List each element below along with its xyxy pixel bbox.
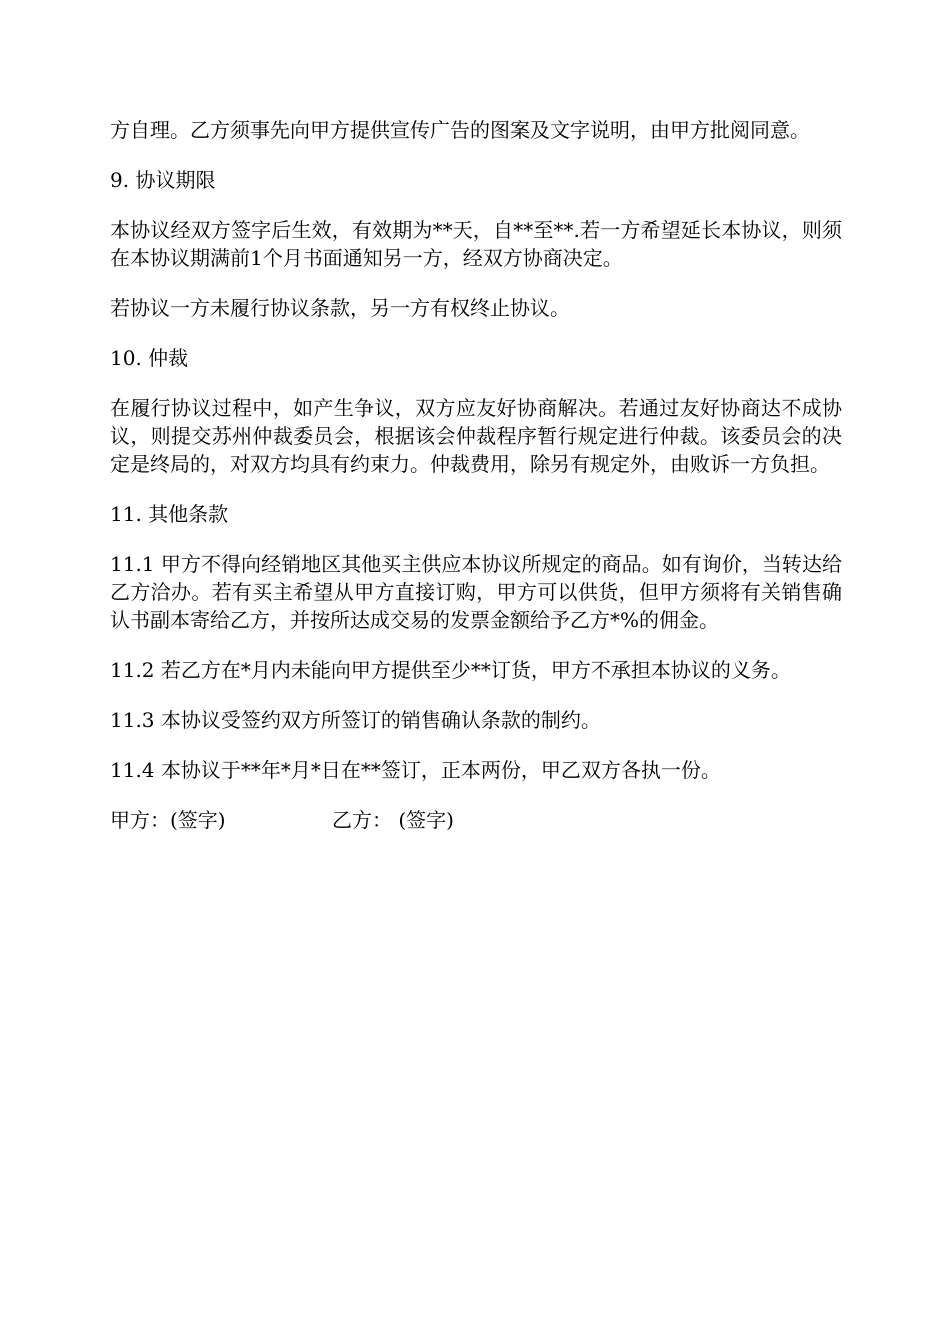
signature-party-b: 乙方： (签字) xyxy=(332,808,454,832)
other-clause-4: 11.4 本协议于**年*月*日在**签订，正本两份，甲乙双方各执一份。 xyxy=(110,758,721,782)
other-clause-2: 11.2 若乙方在*月内未能向甲方提供至少**订货，甲方不承担本协议的义务。 xyxy=(110,658,791,682)
signature-party-a: 甲方：(签字) xyxy=(110,808,226,832)
intro-paragraph: 方自理。乙方须事先向甲方提供宣传广告的图案及文字说明，由甲方批阅同意。 xyxy=(110,118,810,142)
other-clause-1: 11.1 甲方不得向经销地区其他买主供应本协议所规定的商品。如有询价，当转达给乙方洽办。若有买主希望从甲方直接订购，甲方可以供货，但甲方须将有关销售确认书副本寄给乙方，并按所达成交易的发票金额给予乙方*%的佣金。 xyxy=(110,552,842,632)
arbitration-paragraph: 在履行协议过程中，如产生争议，双方应友好协商解决。若通过友好协商达不成协议，则提交苏州仲裁委员会，根据该会仲裁程序暂行规定进行仲裁。该委员会的决定是终局的，对双方均具有约束力。仲裁费用，除另有规定外，由败诉一方负担。 xyxy=(110,396,842,476)
document-page xyxy=(110,116,842,834)
section-heading-term: 9. 协议期限 xyxy=(110,168,216,192)
section-heading-other: 11. 其他条款 xyxy=(110,502,229,526)
term-paragraph-1: 本协议经双方签字后生效，有效期为**天，自**至**.若一方希望延长本协议，则须在本协议期满前1个月书面通知另一方，经双方协商决定。 xyxy=(110,218,842,270)
section-heading-arbitration: 10. 仲裁 xyxy=(110,346,189,370)
other-clause-3: 11.3 本协议受签约双方所签订的销售确认条款的制约。 xyxy=(110,708,601,732)
signature-row xyxy=(110,806,842,834)
term-paragraph-2: 若协议一方未履行协议条款，另一方有权终止协议。 xyxy=(110,296,570,320)
